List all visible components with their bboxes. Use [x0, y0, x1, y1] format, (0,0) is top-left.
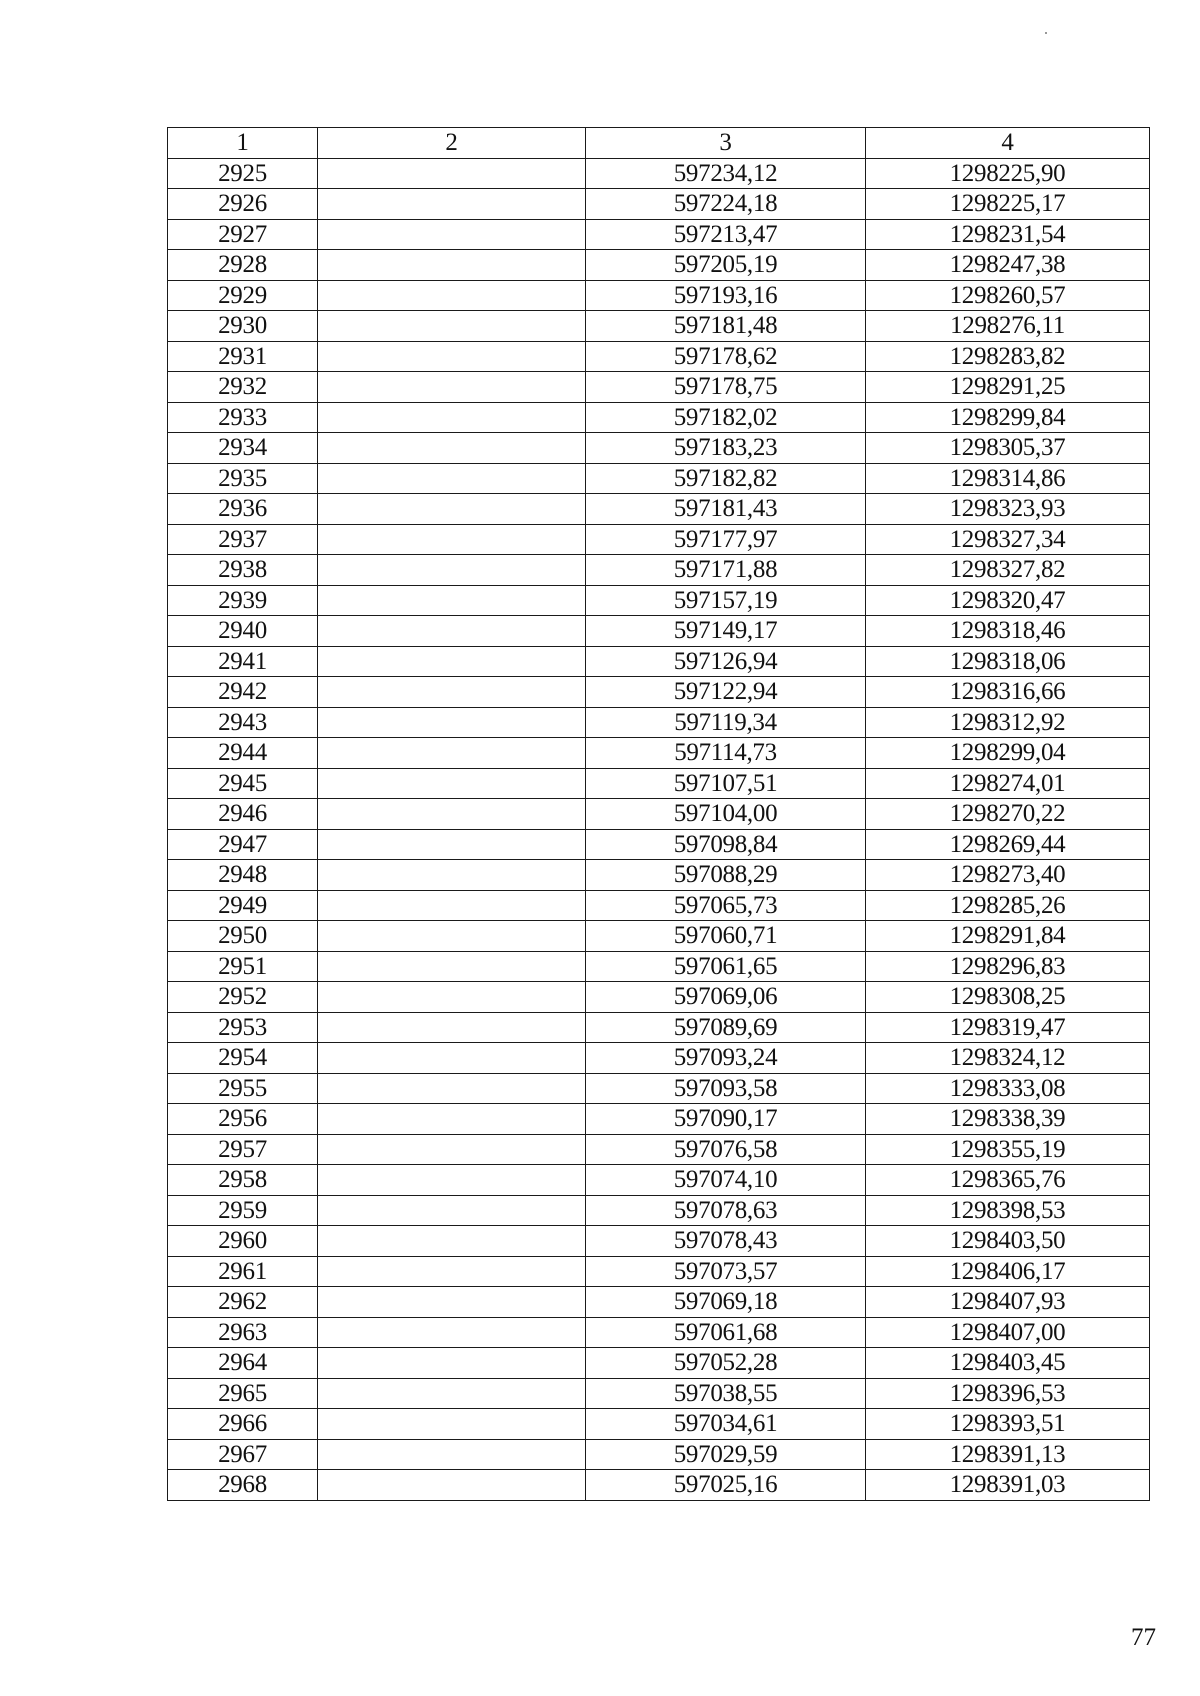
- description-cell: [318, 463, 586, 494]
- point-number-cell: 2941: [168, 646, 318, 677]
- table-row: [168, 677, 1150, 708]
- point-number-cell: 2964: [168, 1348, 318, 1379]
- point-number-cell: 2926: [168, 189, 318, 220]
- point-number-cell: 2942: [168, 677, 318, 708]
- x-coordinate-cell: 597177,97: [586, 524, 866, 555]
- y-coordinate-cell: 1298327,82: [866, 555, 1150, 586]
- description-cell: [318, 1226, 586, 1257]
- x-coordinate-cell: 597178,62: [586, 341, 866, 372]
- x-coordinate-cell: 597076,58: [586, 1134, 866, 1165]
- description-cell: [318, 1165, 586, 1196]
- point-number-cell: 2960: [168, 1226, 318, 1257]
- x-coordinate-cell: 597098,84: [586, 829, 866, 860]
- description-cell: [318, 890, 586, 921]
- x-coordinate-cell: 597093,58: [586, 1073, 866, 1104]
- y-coordinate-cell: 1298308,25: [866, 982, 1150, 1013]
- description-cell: [318, 1287, 586, 1318]
- description-cell: [318, 1134, 586, 1165]
- column-header-2: 2: [318, 128, 586, 159]
- point-number-cell: 2934: [168, 433, 318, 464]
- table-row: [168, 921, 1150, 952]
- point-number-cell: 2930: [168, 311, 318, 342]
- table-row: [168, 280, 1150, 311]
- point-number-cell: 2927: [168, 219, 318, 250]
- table-row: [168, 524, 1150, 555]
- table-row: [168, 555, 1150, 586]
- table-row: [168, 494, 1150, 525]
- x-coordinate-cell: 597061,68: [586, 1317, 866, 1348]
- y-coordinate-cell: 1298324,12: [866, 1043, 1150, 1074]
- description-cell: [318, 250, 586, 281]
- x-coordinate-cell: 597182,02: [586, 402, 866, 433]
- point-number-cell: 2957: [168, 1134, 318, 1165]
- point-number-cell: 2938: [168, 555, 318, 586]
- table-row: [168, 250, 1150, 281]
- description-cell: [318, 158, 586, 189]
- description-cell: [318, 921, 586, 952]
- y-coordinate-cell: 1298291,25: [866, 372, 1150, 403]
- description-cell: [318, 829, 586, 860]
- point-number-cell: 2950: [168, 921, 318, 952]
- y-coordinate-cell: 1298391,03: [866, 1470, 1150, 1501]
- y-coordinate-cell: 1298333,08: [866, 1073, 1150, 1104]
- y-coordinate-cell: 1298296,83: [866, 951, 1150, 982]
- point-number-cell: 2959: [168, 1195, 318, 1226]
- table-row: [168, 982, 1150, 1013]
- y-coordinate-cell: 1298231,54: [866, 219, 1150, 250]
- y-coordinate-cell: 1298276,11: [866, 311, 1150, 342]
- x-coordinate-cell: 597114,73: [586, 738, 866, 769]
- column-header-4: 4: [866, 128, 1150, 159]
- description-cell: [318, 982, 586, 1013]
- description-cell: [318, 616, 586, 647]
- y-coordinate-cell: 1298403,45: [866, 1348, 1150, 1379]
- table-row: [168, 799, 1150, 830]
- x-coordinate-cell: 597074,10: [586, 1165, 866, 1196]
- point-number-cell: 2943: [168, 707, 318, 738]
- table-row: [168, 158, 1150, 189]
- table-row: [168, 616, 1150, 647]
- point-number-cell: 2929: [168, 280, 318, 311]
- y-coordinate-cell: 1298338,39: [866, 1104, 1150, 1135]
- table-row: [168, 1256, 1150, 1287]
- description-cell: [318, 1409, 586, 1440]
- x-coordinate-cell: 597193,16: [586, 280, 866, 311]
- point-number-cell: 2965: [168, 1378, 318, 1409]
- x-coordinate-cell: 597025,16: [586, 1470, 866, 1501]
- y-coordinate-cell: 1298319,47: [866, 1012, 1150, 1043]
- point-number-cell: 2955: [168, 1073, 318, 1104]
- table-row: [168, 585, 1150, 616]
- x-coordinate-cell: 597069,06: [586, 982, 866, 1013]
- point-number-cell: 2956: [168, 1104, 318, 1135]
- point-number-cell: 2952: [168, 982, 318, 1013]
- description-cell: [318, 280, 586, 311]
- x-coordinate-cell: 597119,34: [586, 707, 866, 738]
- y-coordinate-cell: 1298270,22: [866, 799, 1150, 830]
- x-coordinate-cell: 597065,73: [586, 890, 866, 921]
- x-coordinate-cell: 597069,18: [586, 1287, 866, 1318]
- x-coordinate-cell: 597088,29: [586, 860, 866, 891]
- table-row: [168, 1012, 1150, 1043]
- x-coordinate-cell: 597090,17: [586, 1104, 866, 1135]
- table-row: [168, 646, 1150, 677]
- table-row: [168, 829, 1150, 860]
- table-row: [168, 738, 1150, 769]
- description-cell: [318, 524, 586, 555]
- y-coordinate-cell: 1298365,76: [866, 1165, 1150, 1196]
- x-coordinate-cell: 597126,94: [586, 646, 866, 677]
- x-coordinate-cell: 597157,19: [586, 585, 866, 616]
- x-coordinate-cell: 597149,17: [586, 616, 866, 647]
- y-coordinate-cell: 1298320,47: [866, 585, 1150, 616]
- table-body: [168, 158, 1150, 1500]
- point-number-cell: 2963: [168, 1317, 318, 1348]
- table-row: [168, 463, 1150, 494]
- point-number-cell: 2935: [168, 463, 318, 494]
- x-coordinate-cell: 597038,55: [586, 1378, 866, 1409]
- y-coordinate-cell: 1298318,06: [866, 646, 1150, 677]
- point-number-cell: 2933: [168, 402, 318, 433]
- table-row: [168, 1226, 1150, 1257]
- table-row: [168, 1348, 1150, 1379]
- description-cell: [318, 555, 586, 586]
- table-row: [168, 189, 1150, 220]
- point-number-cell: 2932: [168, 372, 318, 403]
- x-coordinate-cell: 597178,75: [586, 372, 866, 403]
- y-coordinate-cell: 1298393,51: [866, 1409, 1150, 1440]
- table-row: [168, 1134, 1150, 1165]
- description-cell: [318, 1195, 586, 1226]
- point-number-cell: 2951: [168, 951, 318, 982]
- table-row: [168, 1439, 1150, 1470]
- x-coordinate-cell: 597060,71: [586, 921, 866, 952]
- table-row: [168, 311, 1150, 342]
- y-coordinate-cell: 1298225,17: [866, 189, 1150, 220]
- description-cell: [318, 799, 586, 830]
- point-number-cell: 2967: [168, 1439, 318, 1470]
- table-row: [168, 1409, 1150, 1440]
- table-row: [168, 707, 1150, 738]
- description-cell: [318, 738, 586, 769]
- table-row: [168, 1165, 1150, 1196]
- coordinates-table: [167, 127, 1150, 1501]
- description-cell: [318, 189, 586, 220]
- table-row: [168, 372, 1150, 403]
- x-coordinate-cell: 597181,43: [586, 494, 866, 525]
- table-row: [168, 860, 1150, 891]
- table-row: [168, 1195, 1150, 1226]
- point-number-cell: 2946: [168, 799, 318, 830]
- x-coordinate-cell: 597213,47: [586, 219, 866, 250]
- point-number-cell: 2953: [168, 1012, 318, 1043]
- y-coordinate-cell: 1298314,86: [866, 463, 1150, 494]
- point-number-cell: 2939: [168, 585, 318, 616]
- description-cell: [318, 707, 586, 738]
- table-row: [168, 768, 1150, 799]
- description-cell: [318, 951, 586, 982]
- point-number-cell: 2937: [168, 524, 318, 555]
- y-coordinate-cell: 1298291,84: [866, 921, 1150, 952]
- table-row: [168, 1104, 1150, 1135]
- y-coordinate-cell: 1298260,57: [866, 280, 1150, 311]
- table-row: [168, 1378, 1150, 1409]
- y-coordinate-cell: 1298318,46: [866, 616, 1150, 647]
- y-coordinate-cell: 1298396,53: [866, 1378, 1150, 1409]
- description-cell: [318, 402, 586, 433]
- description-cell: [318, 1256, 586, 1287]
- x-coordinate-cell: 597181,48: [586, 311, 866, 342]
- point-number-cell: 2958: [168, 1165, 318, 1196]
- description-cell: [318, 1439, 586, 1470]
- table-row: [168, 1470, 1150, 1501]
- x-coordinate-cell: 597107,51: [586, 768, 866, 799]
- description-cell: [318, 341, 586, 372]
- x-coordinate-cell: 597182,82: [586, 463, 866, 494]
- y-coordinate-cell: 1298299,84: [866, 402, 1150, 433]
- table-row: [168, 1287, 1150, 1318]
- table-row: [168, 402, 1150, 433]
- point-number-cell: 2949: [168, 890, 318, 921]
- description-cell: [318, 646, 586, 677]
- point-number-cell: 2925: [168, 158, 318, 189]
- y-coordinate-cell: 1298283,82: [866, 341, 1150, 372]
- table-row: [168, 1073, 1150, 1104]
- table-row: [168, 890, 1150, 921]
- table-row: [168, 1043, 1150, 1074]
- description-cell: [318, 1317, 586, 1348]
- x-coordinate-cell: 597034,61: [586, 1409, 866, 1440]
- description-cell: [318, 1073, 586, 1104]
- y-coordinate-cell: 1298407,93: [866, 1287, 1150, 1318]
- page-number: 77: [1131, 1624, 1156, 1651]
- column-header-1: 1: [168, 128, 318, 159]
- y-coordinate-cell: 1298269,44: [866, 829, 1150, 860]
- description-cell: [318, 219, 586, 250]
- point-number-cell: 2928: [168, 250, 318, 281]
- y-coordinate-cell: 1298323,93: [866, 494, 1150, 525]
- description-cell: [318, 860, 586, 891]
- y-coordinate-cell: 1298327,34: [866, 524, 1150, 555]
- point-number-cell: 2936: [168, 494, 318, 525]
- description-cell: [318, 1104, 586, 1135]
- scan-speck: [1045, 32, 1047, 34]
- point-number-cell: 2966: [168, 1409, 318, 1440]
- x-coordinate-cell: 597234,12: [586, 158, 866, 189]
- x-coordinate-cell: 597073,57: [586, 1256, 866, 1287]
- description-cell: [318, 1378, 586, 1409]
- table-row: [168, 1317, 1150, 1348]
- description-cell: [318, 433, 586, 464]
- x-coordinate-cell: 597224,18: [586, 189, 866, 220]
- point-number-cell: 2945: [168, 768, 318, 799]
- x-coordinate-cell: 597029,59: [586, 1439, 866, 1470]
- description-cell: [318, 311, 586, 342]
- point-number-cell: 2968: [168, 1470, 318, 1501]
- x-coordinate-cell: 597183,23: [586, 433, 866, 464]
- description-cell: [318, 494, 586, 525]
- table-row: [168, 433, 1150, 464]
- description-cell: [318, 585, 586, 616]
- y-coordinate-cell: 1298355,19: [866, 1134, 1150, 1165]
- y-coordinate-cell: 1298247,38: [866, 250, 1150, 281]
- y-coordinate-cell: 1298403,50: [866, 1226, 1150, 1257]
- point-number-cell: 2944: [168, 738, 318, 769]
- x-coordinate-cell: 597052,28: [586, 1348, 866, 1379]
- x-coordinate-cell: 597122,94: [586, 677, 866, 708]
- y-coordinate-cell: 1298274,01: [866, 768, 1150, 799]
- x-coordinate-cell: 597078,43: [586, 1226, 866, 1257]
- table-row: [168, 341, 1150, 372]
- description-cell: [318, 1012, 586, 1043]
- y-coordinate-cell: 1298316,66: [866, 677, 1150, 708]
- y-coordinate-cell: 1298398,53: [866, 1195, 1150, 1226]
- x-coordinate-cell: 597078,63: [586, 1195, 866, 1226]
- point-number-cell: 2962: [168, 1287, 318, 1318]
- y-coordinate-cell: 1298225,90: [866, 158, 1150, 189]
- description-cell: [318, 677, 586, 708]
- y-coordinate-cell: 1298407,00: [866, 1317, 1150, 1348]
- x-coordinate-cell: 597104,00: [586, 799, 866, 830]
- description-cell: [318, 768, 586, 799]
- point-number-cell: 2931: [168, 341, 318, 372]
- column-header-3: 3: [586, 128, 866, 159]
- description-cell: [318, 372, 586, 403]
- y-coordinate-cell: 1298406,17: [866, 1256, 1150, 1287]
- x-coordinate-cell: 597205,19: [586, 250, 866, 281]
- point-number-cell: 2947: [168, 829, 318, 860]
- point-number-cell: 2940: [168, 616, 318, 647]
- point-number-cell: 2954: [168, 1043, 318, 1074]
- description-cell: [318, 1470, 586, 1501]
- x-coordinate-cell: 597061,65: [586, 951, 866, 982]
- description-cell: [318, 1043, 586, 1074]
- point-number-cell: 2948: [168, 860, 318, 891]
- y-coordinate-cell: 1298312,92: [866, 707, 1150, 738]
- table-header-row: [168, 128, 1150, 159]
- point-number-cell: 2961: [168, 1256, 318, 1287]
- table-row: [168, 951, 1150, 982]
- y-coordinate-cell: 1298299,04: [866, 738, 1150, 769]
- x-coordinate-cell: 597171,88: [586, 555, 866, 586]
- description-cell: [318, 1348, 586, 1379]
- y-coordinate-cell: 1298285,26: [866, 890, 1150, 921]
- y-coordinate-cell: 1298273,40: [866, 860, 1150, 891]
- x-coordinate-cell: 597089,69: [586, 1012, 866, 1043]
- y-coordinate-cell: 1298391,13: [866, 1439, 1150, 1470]
- y-coordinate-cell: 1298305,37: [866, 433, 1150, 464]
- x-coordinate-cell: 597093,24: [586, 1043, 866, 1074]
- table-row: [168, 219, 1150, 250]
